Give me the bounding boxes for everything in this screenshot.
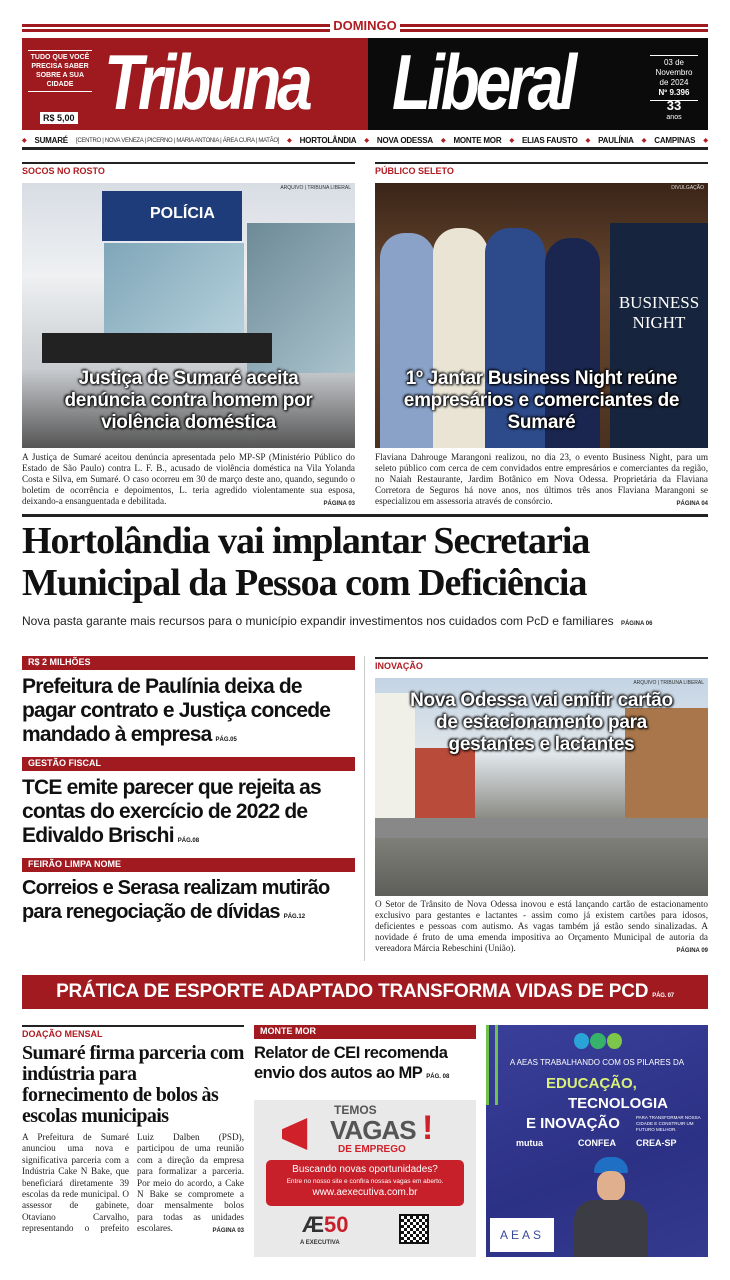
headline-text: Prefeitura de Paulínia deixa de pagar contrato e Justiça concede mandado à empresa xyxy=(22,675,331,746)
main-story xyxy=(22,520,708,628)
years-label: anos xyxy=(666,114,682,121)
engineer-suit xyxy=(574,1200,648,1257)
nav-paulinia[interactable]: PAULÍNIA xyxy=(598,136,634,145)
date: 03 de Novembro de 2024 xyxy=(655,58,693,87)
page-ref[interactable]: PÁG. 07 xyxy=(652,993,674,999)
photo-credit: ARQUIVO | TRIBUNA LIBERAL xyxy=(280,185,351,191)
anniversary: 50 xyxy=(324,1212,349,1237)
story-headline[interactable]: 1º Jantar Business Night reúne empresários e comerciantes de Sumaré xyxy=(403,368,680,433)
engineer-face xyxy=(597,1171,625,1201)
headline-text: Correios e Serasa realizam mutirão para renegociação de dívidas xyxy=(22,877,330,923)
bullet-icon: ◆ xyxy=(22,138,27,144)
bullet-icon: ◆ xyxy=(287,138,292,144)
photo-credit: DIVULGAÇÃO xyxy=(671,185,704,191)
photo-credit: ARQUIVO | TRIBUNA LIBERAL xyxy=(633,680,704,686)
nav-sumare[interactable]: SUMARÉ xyxy=(34,136,68,145)
bullet-icon: ◆ xyxy=(585,138,591,144)
summary-text: A Justiça de Sumaré aceitou denúncia apresentada pelo MP-SP (Ministério Público do Estado de São Paulo) contra L. F. B., acusado de violência doméstica na Vila Yolanda Costa e Silva, em Sumaré. O caso ocorreu em 30 de março deste ano, quando, segundo o boletim de ocorrência e depoimentos, L. teria agredido violentamente sua esposa, deixando-a ensanguentada e debilitada. xyxy=(22,452,355,506)
banner-text: PRÁTICA DE ESPORTE ADAPTADO TRANSFORMA VIDAS DE PCD xyxy=(56,981,649,1002)
police-sign: POLÍCIA xyxy=(102,191,242,241)
section-label: GESTÃO FISCAL xyxy=(22,757,355,771)
mutua-logo: mutua xyxy=(516,1138,543,1148)
headline-text: TCE emite parecer que rejeita as contas do exercício de 2022 de Edivaldo Brischi xyxy=(22,776,321,847)
building xyxy=(415,748,475,828)
price: R$ 5,00 xyxy=(40,112,78,124)
ad-text: VAGAS xyxy=(330,1115,416,1145)
bullet-icon: ◆ xyxy=(364,138,369,144)
story-body: A Prefeitura de Sumaré anunciou uma nova e significativa parceria com a Indústria Cake N Bake, que beneficiará diretamente 39 escolas da rede municipal. O assessor de gabinete, Otaviano Carvalho, representando o prefeito Luiz Dalben (PSD), participou de uma reunião com a direção da empresa para formalizar a parceria. Por meio do acordo, a Cake N Bake se compromete a doar mensalmente bolos para todas as unidades escolares. xyxy=(22,1132,244,1234)
story-headline[interactable] xyxy=(22,876,355,929)
page-ref[interactable]: PÁGINA 06 xyxy=(620,621,653,627)
edition-date xyxy=(650,55,698,101)
ad-text: Entre no nosso site e confira nossas vagas em aberto. xyxy=(286,1178,444,1185)
page-ref[interactable]: PÁG.12 xyxy=(283,914,306,920)
nav-monte-mor[interactable]: MONTE MOR xyxy=(453,136,502,145)
page-ref[interactable]: PÁGINA 09 xyxy=(676,948,708,954)
section-label: MONTE MOR xyxy=(254,1025,476,1039)
police-station-photo xyxy=(22,183,355,448)
headline-text: Relator de CEI recomenda envio dos autos ao MP xyxy=(254,1044,448,1082)
nav-nova-odessa[interactable]: NOVA ODESSA xyxy=(376,136,433,145)
page-ref[interactable]: PÁG.08 xyxy=(177,838,200,844)
nav-elias-fausto[interactable]: ELIAS FAUSTO xyxy=(521,136,578,145)
divider xyxy=(22,514,708,517)
ad-url[interactable]: www.aexecutiva.com.br xyxy=(312,1187,418,1198)
story-headline[interactable] xyxy=(22,675,355,752)
main-subheadline xyxy=(22,614,708,628)
aeas-ad[interactable] xyxy=(486,1025,708,1257)
logo-tribuna[interactable]: Tribuna xyxy=(104,38,309,126)
section-label: PÚBLICO SELETO xyxy=(375,162,708,176)
exclamation-icon: ! xyxy=(422,1109,434,1147)
confea-logo: CONFEA xyxy=(578,1138,616,1148)
ae-logo: Æ50 xyxy=(302,1212,349,1237)
section-label: FEIRÃO LIMPA NOME xyxy=(22,858,355,872)
story-summary xyxy=(375,899,708,957)
page-ref[interactable]: PÁGINA 03 xyxy=(323,501,355,507)
crea-sp-logo: CREA-SP xyxy=(636,1138,677,1148)
story-summary xyxy=(375,452,708,510)
bullet-icon: ◆ xyxy=(703,138,708,144)
page-ref[interactable]: PÁG.05 xyxy=(215,737,237,743)
issue-number: Nº 9.396 xyxy=(658,88,690,97)
story-headline[interactable] xyxy=(254,1043,476,1087)
ad-brand: A EXECUTIVA xyxy=(300,1240,340,1246)
ad-cta-box xyxy=(266,1160,464,1206)
page-ref[interactable]: PÁG. 08 xyxy=(426,1074,450,1080)
ad-text: TECNOLOGIA xyxy=(568,1095,668,1112)
summary-text: Flaviana Dahrouge Marangoni realizou, no dia 23, o evento Business Night, para um seleto público com cerca de cem convidados entre empresários e comerciantes da região, no Naiah Restaurante, Jardim Botânico em Nova Odessa. Proprietária da Flaviana Corretora de Seguros há nove anos, nos últimos três anos Flaviana Marangoni se especializou em assessoria através de consórcio. xyxy=(375,452,708,506)
logo-liberal[interactable]: Liberal xyxy=(392,38,574,126)
story-monte-mor xyxy=(254,1025,476,1087)
bullet-icon: ◆ xyxy=(509,138,514,144)
event-photo xyxy=(375,183,708,448)
subheadline-text: Nova pasta garante mais recursos para o município expandir investimentos nos cuidados com PcD e familiares xyxy=(22,614,614,628)
section-label: DOAÇÃO MENSAL xyxy=(22,1025,244,1039)
section-label: R$ 2 MILHÕES xyxy=(22,656,355,670)
ad-text: E INOVAÇÃO xyxy=(526,1115,620,1132)
ad-text: EDUCAÇÃO, xyxy=(546,1075,637,1092)
ad-text: Buscando novas oportunidades? xyxy=(292,1164,438,1175)
tagline: TUDO QUE VOCÊ PRECISA SABER SOBRE A SUA CIDADE xyxy=(28,50,92,92)
nav-hortolandia[interactable]: HORTOLÂNDIA xyxy=(299,136,357,145)
left-stories xyxy=(22,656,355,929)
years-badge xyxy=(650,100,698,124)
story-text xyxy=(22,1132,244,1238)
city-nav xyxy=(22,134,708,150)
nav-campinas[interactable]: CAMPINAS xyxy=(654,136,696,145)
sports-banner[interactable] xyxy=(22,975,708,1009)
jobs-ad[interactable] xyxy=(254,1100,476,1257)
section-label: SOCOS NO ROSTO xyxy=(22,162,355,176)
qr-code-icon xyxy=(399,1214,429,1244)
summary-text: O Setor de Trânsito de Nova Odessa inovou e está lançando cartão de estacionamento exclusivo para gestantes e lactantes - assim como já existem cartões para idosos, deficientes e pessoas com autismo. As vagas também já estão sendo sinalizadas. A novidade é fruto de uma emenda impositiva ao Orçamento Municipal de autoria da vereadora Márcia Rebeschini (União). xyxy=(375,899,708,953)
megaphone-icon xyxy=(282,1118,324,1150)
awning xyxy=(42,333,272,363)
story-headline[interactable]: Justiça de Sumaré aceita denúncia contra homem por violência doméstica xyxy=(64,368,313,433)
aeas-logo: AEAS xyxy=(490,1218,554,1252)
parked-cars xyxy=(375,818,708,838)
bullet-icon: ◆ xyxy=(440,138,446,144)
years: 33 xyxy=(666,98,682,113)
page-ref[interactable]: PÁGINA 04 xyxy=(676,501,708,507)
story-headline[interactable] xyxy=(22,776,355,853)
pillar-icons xyxy=(574,1033,622,1049)
street-photo xyxy=(375,678,708,896)
ad-text: DE EMPREGO xyxy=(338,1144,406,1155)
story-headline[interactable]: Sumaré firma parceria com indústria para fornecimento de bolos às escolas municipais xyxy=(22,1042,244,1127)
ad-text: A AEAS TRABALHANDO COM OS PILARES DA xyxy=(509,1058,685,1067)
story-cake xyxy=(22,1025,244,1238)
story-summary xyxy=(22,452,355,510)
weekday: DOMINGO xyxy=(330,18,400,33)
main-headline[interactable]: Hortolândia vai implantar Secretaria Municipal da Pessoa com Deficiência xyxy=(22,520,590,604)
bullet-icon: ◆ xyxy=(641,138,647,144)
nav-sumare-districts: [CENTRO | NOVA VENEZA | PICERNO | MARIA ANTONIA | ÁREA CURA | MATÃO] xyxy=(75,137,280,144)
story-headline[interactable]: Nova Odessa vai emitir cartão de estacionamento para gestantes e lactantes xyxy=(410,690,673,755)
page-ref[interactable]: PÁGINA 03 xyxy=(212,1228,244,1235)
business-night-banner: BUSINESS NIGHT xyxy=(610,223,708,448)
column-divider xyxy=(364,656,365,961)
ad-text: TEMOS xyxy=(334,1103,377,1117)
section-label: INOVAÇÃO xyxy=(375,657,708,671)
ad-text: PARA TRANSFORMAR NOSSA CIDADE E CONSTRUIR UM FUTURO MELHOR. xyxy=(636,1115,701,1132)
